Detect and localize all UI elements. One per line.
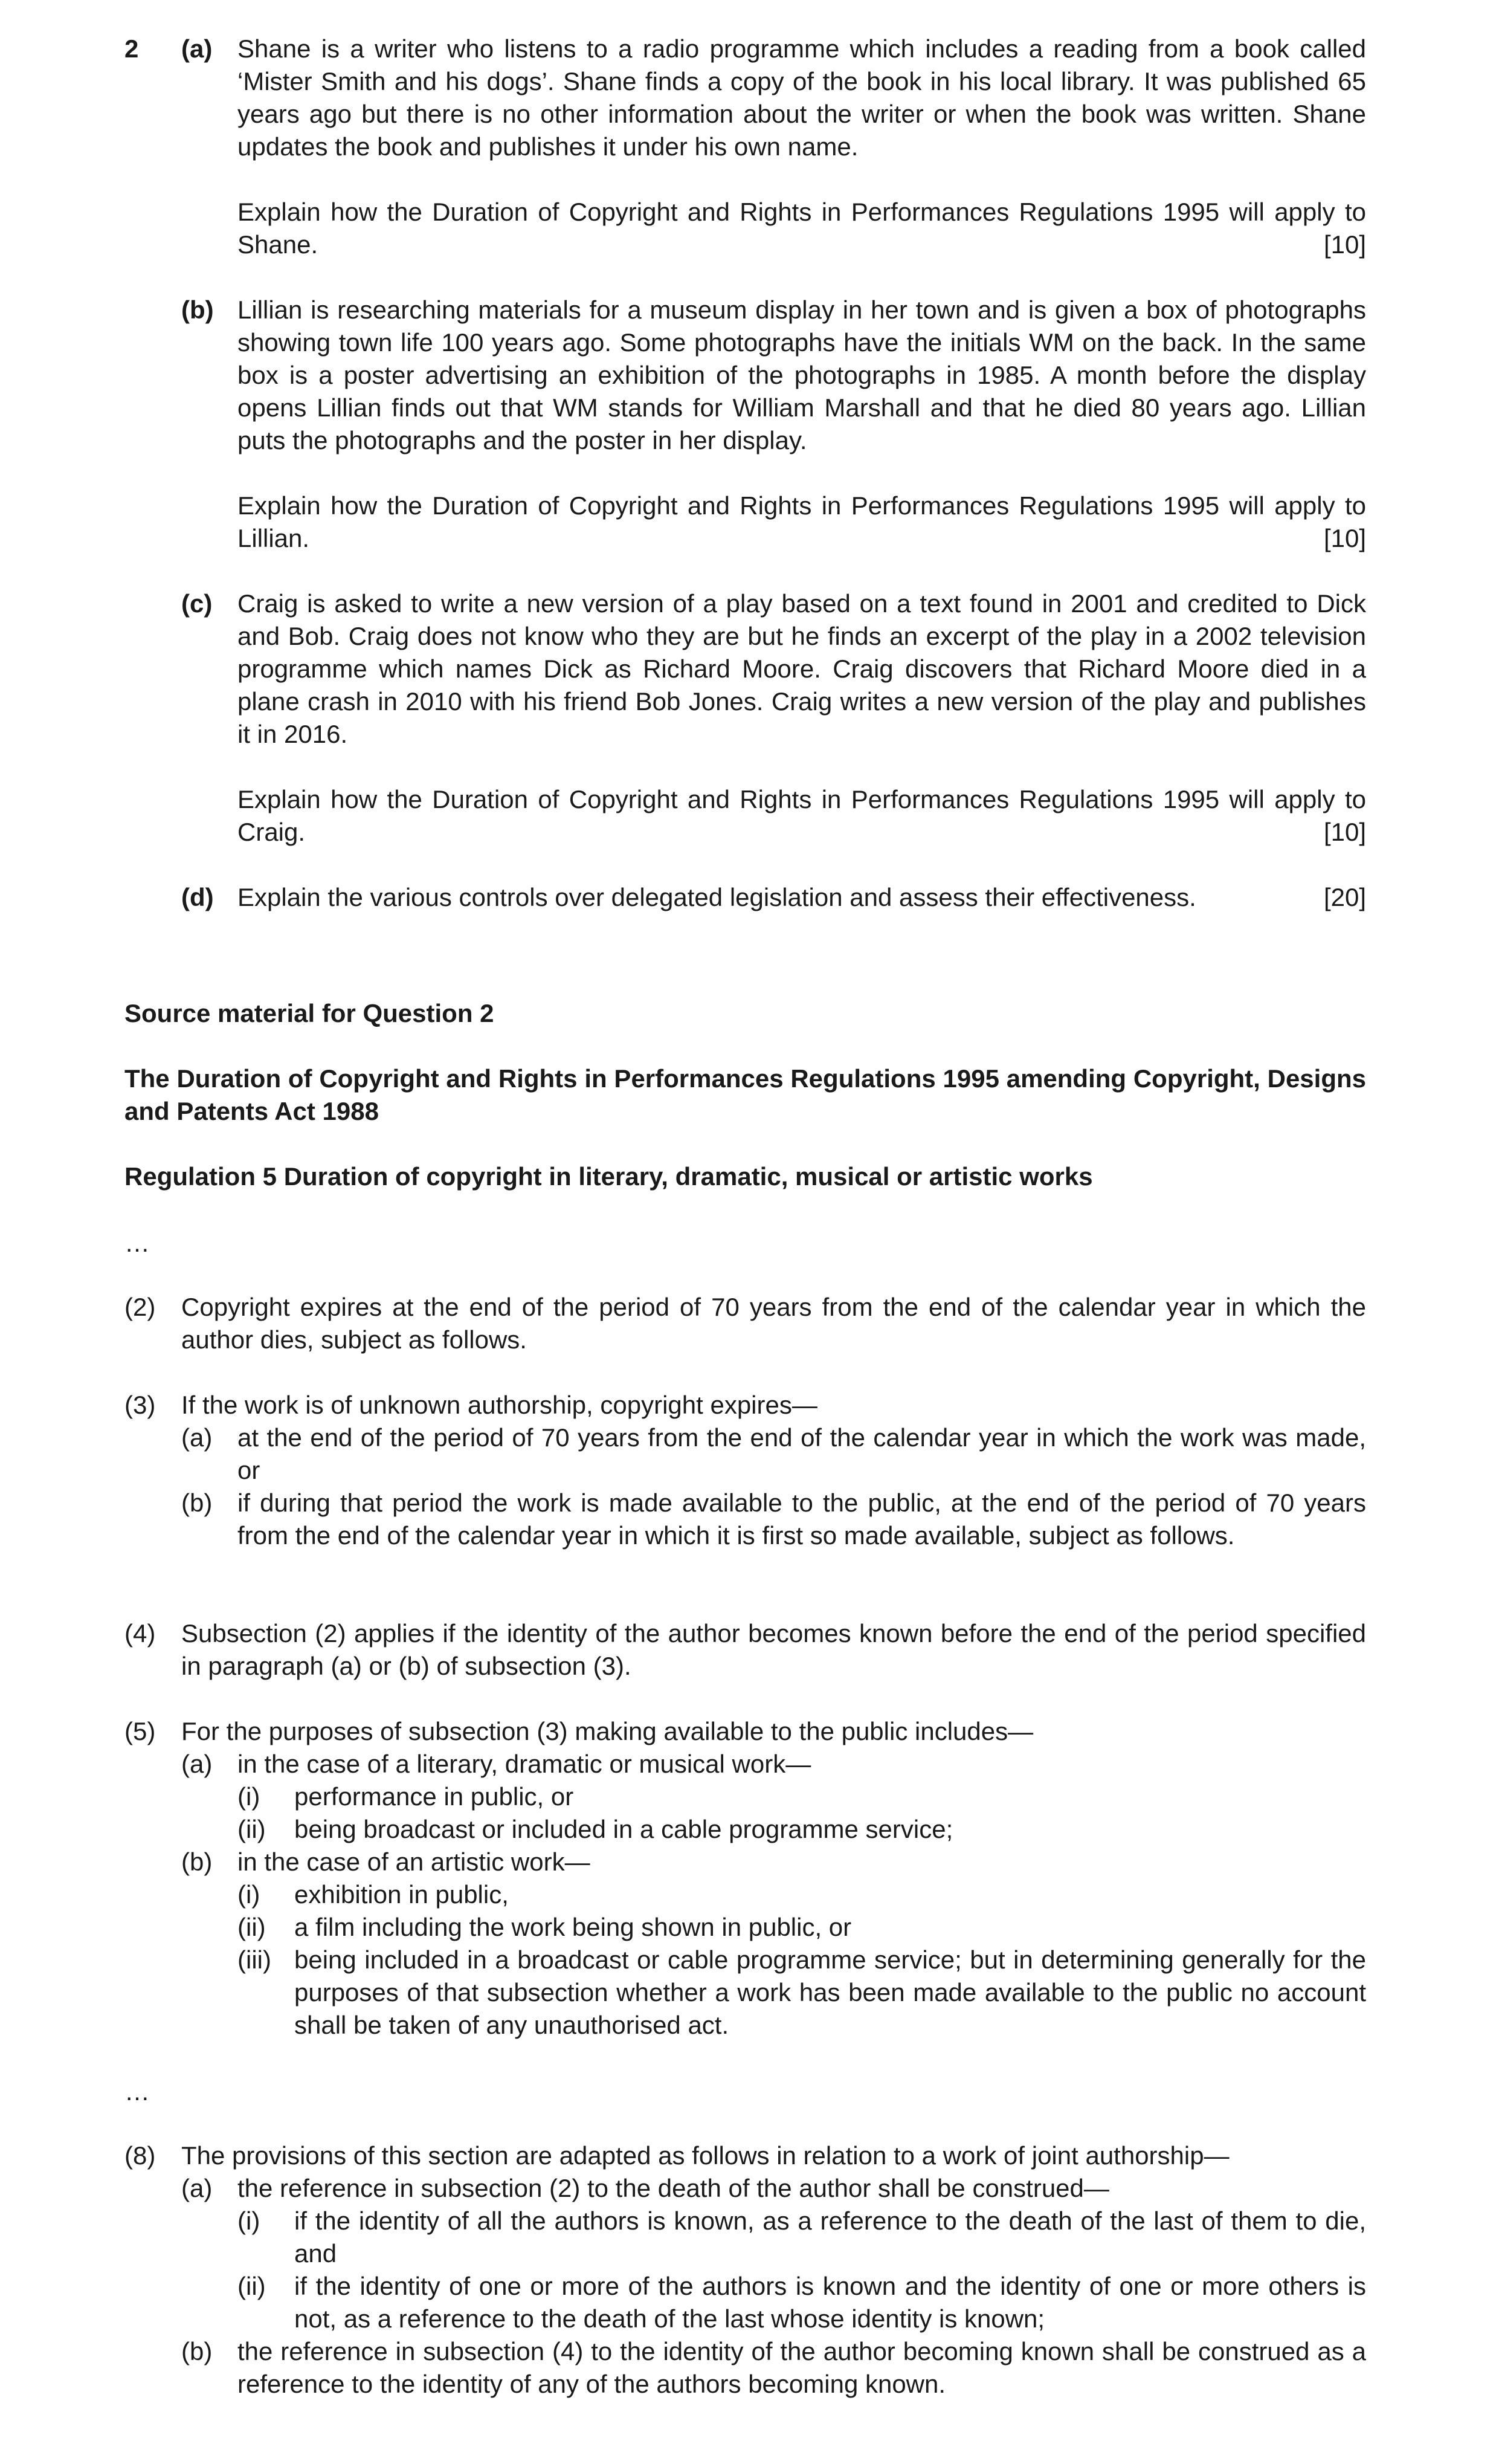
part-d-marks: [20]: [1323, 883, 1366, 911]
ellipsis-1: …: [124, 1229, 150, 1257]
s5a-text: in the case of a literary, dramatic or musical work—: [237, 1750, 811, 1778]
s8a-i-text: if the identity of all the authors is known, as a reference to the death of the last of them to die, and: [294, 2207, 1366, 2268]
part-d-task: Explain the various controls over delegated legislation and assess their effectiveness.: [237, 883, 1196, 911]
act-title: The Duration of Copyright and Rights in Performances Regulations 1995 amending Copyright, Designs and Patents Act 1988: [124, 1064, 1366, 1125]
s5b-i-number: (i): [237, 1880, 260, 1909]
regulation-title: Regulation 5 Duration of copyright in literary, dramatic, musical or artistic works: [124, 1162, 1093, 1191]
s2-number: (2): [124, 1293, 156, 1321]
s5b-text: in the case of an artistic work—: [237, 1848, 590, 1876]
s5a-ii-text: being broadcast or included in a cable programme service;: [294, 1815, 953, 1843]
s4-number: (4): [124, 1619, 156, 1648]
s8-number: (8): [124, 2141, 156, 2170]
part-a-scenario: Shane is a writer who listens to a radio programme which includes a reading from a book called ‘Mister Smith and his dogs’. Shane finds a copy of the book in his local library. It was published 65 years ago but there is no other information about the writer or when the book was written. Shane updates the book and publishes it under his own name.: [237, 34, 1366, 161]
s8a-ii-number: (ii): [237, 2272, 266, 2300]
s5a-number: (a): [181, 1750, 213, 1778]
part-a-label: (a): [181, 34, 213, 63]
s4-text: Subsection (2) applies if the identity of the author becomes known before the end of the period specified in paragraph (a) or (b) of subsection (3).: [181, 1619, 1366, 1680]
part-b-marks: [10]: [1323, 524, 1366, 552]
s3-number: (3): [124, 1391, 156, 1419]
s5b-iii-number: (iii): [237, 1945, 271, 1974]
s8-text: The provisions of this section are adapted as follows in relation to a work of joint authorship—: [181, 2141, 1230, 2170]
s5b-iii-text: being included in a broadcast or cable programme service; but in determining generally for the purposes of that subsection whether a work has been made available to the public no account shall be taken of any unauthorised act.: [294, 1945, 1366, 2039]
ellipsis-2: …: [124, 2077, 150, 2106]
s5a-i-text: performance in public, or: [294, 1782, 574, 1811]
part-b-task: Explain how the Duration of Copyright and Rights in Performances Regulations 1995 will apply to Lillian.: [237, 491, 1366, 552]
part-a-task: [237, 196, 1366, 261]
part-c-scenario: Craig is asked to write a new version of a play based on a text found in 2001 and credited to Dick and Bob. Craig does not know who they are but he finds an excerpt of the play in a 2002 television programme which names Dick as Richard Moore. Craig discovers that Richard Moore died in a plane crash in 2010 with his friend Bob Jones. Craig writes a new version of the play and publishes it in 2016.: [237, 589, 1366, 748]
s5b-ii-number: (ii): [237, 1913, 266, 1941]
s3a-number: (a): [181, 1423, 213, 1452]
part-b-scenario: Lillian is researching materials for a museum display in her town and is given a box of photographs showing town life 100 years ago. Some photographs have the initials WM on the back. In the same box is a poster advertising an exhibition of the photographs in 1985. A month before the display opens Lillian finds out that WM stands for William Marshall and that he died 80 years ago. Lillian puts the photographs and the poster in her display.: [237, 296, 1366, 454]
question-number: 2: [124, 34, 139, 63]
part-d-label: (d): [181, 883, 214, 911]
s3a-text: at the end of the period of 70 years from the end of the calendar year in which the work was made, or: [237, 1423, 1366, 1484]
source-heading: Source material for Question 2: [124, 999, 494, 1027]
s5b-number: (b): [181, 1848, 213, 1876]
s3-text: If the work is of unknown authorship, copyright expires—: [181, 1391, 817, 1419]
s8b-text: the reference in subsection (4) to the identity of the author becoming known shall be construed as a reference to the identity of any of the authors becoming known.: [237, 2337, 1366, 2398]
s8a-ii-text: if the identity of one or more of the authors is known and the identity of one or more others is not, as a reference to the death of the last whose identity is known;: [294, 2272, 1366, 2333]
s5a-ii-number: (ii): [237, 1815, 266, 1843]
s3b-number: (b): [181, 1489, 213, 1517]
s5a-i-number: (i): [237, 1782, 260, 1811]
part-c-task: Explain how the Duration of Copyright and Rights in Performances Regulations 1995 will apply to Craig.: [237, 785, 1366, 846]
s8a-i-number: (i): [237, 2207, 260, 2235]
s5b-i-text: exhibition in public,: [294, 1880, 509, 1909]
s8b-number: (b): [181, 2337, 213, 2365]
s8a-text: the reference in subsection (2) to the death of the author shall be construed—: [237, 2174, 1109, 2202]
part-a-task-text: Explain how the Duration of Copyright and Rights in Performances Regulations 1995 will apply to Shane.: [237, 198, 1366, 259]
part-b-label: (b): [181, 296, 214, 324]
s2-text: Copyright expires at the end of the period of 70 years from the end of the calendar year in which the author dies, subject as follows.: [181, 1293, 1366, 1354]
s5b-ii-text: a film including the work being shown in public, or: [294, 1913, 852, 1941]
part-c-marks: [10]: [1323, 818, 1366, 846]
s8a-number: (a): [181, 2174, 213, 2202]
part-a-marks: [10]: [1323, 230, 1366, 259]
s5-text: For the purposes of subsection (3) making available to the public includes—: [181, 1717, 1034, 1745]
part-c-label: (c): [181, 589, 213, 618]
s5-number: (5): [124, 1717, 156, 1745]
s3b-text: if during that period the work is made available to the public, at the end of the period of 70 years from the end of the calendar year in which it is first so made available, subject as follows.: [237, 1489, 1366, 1550]
